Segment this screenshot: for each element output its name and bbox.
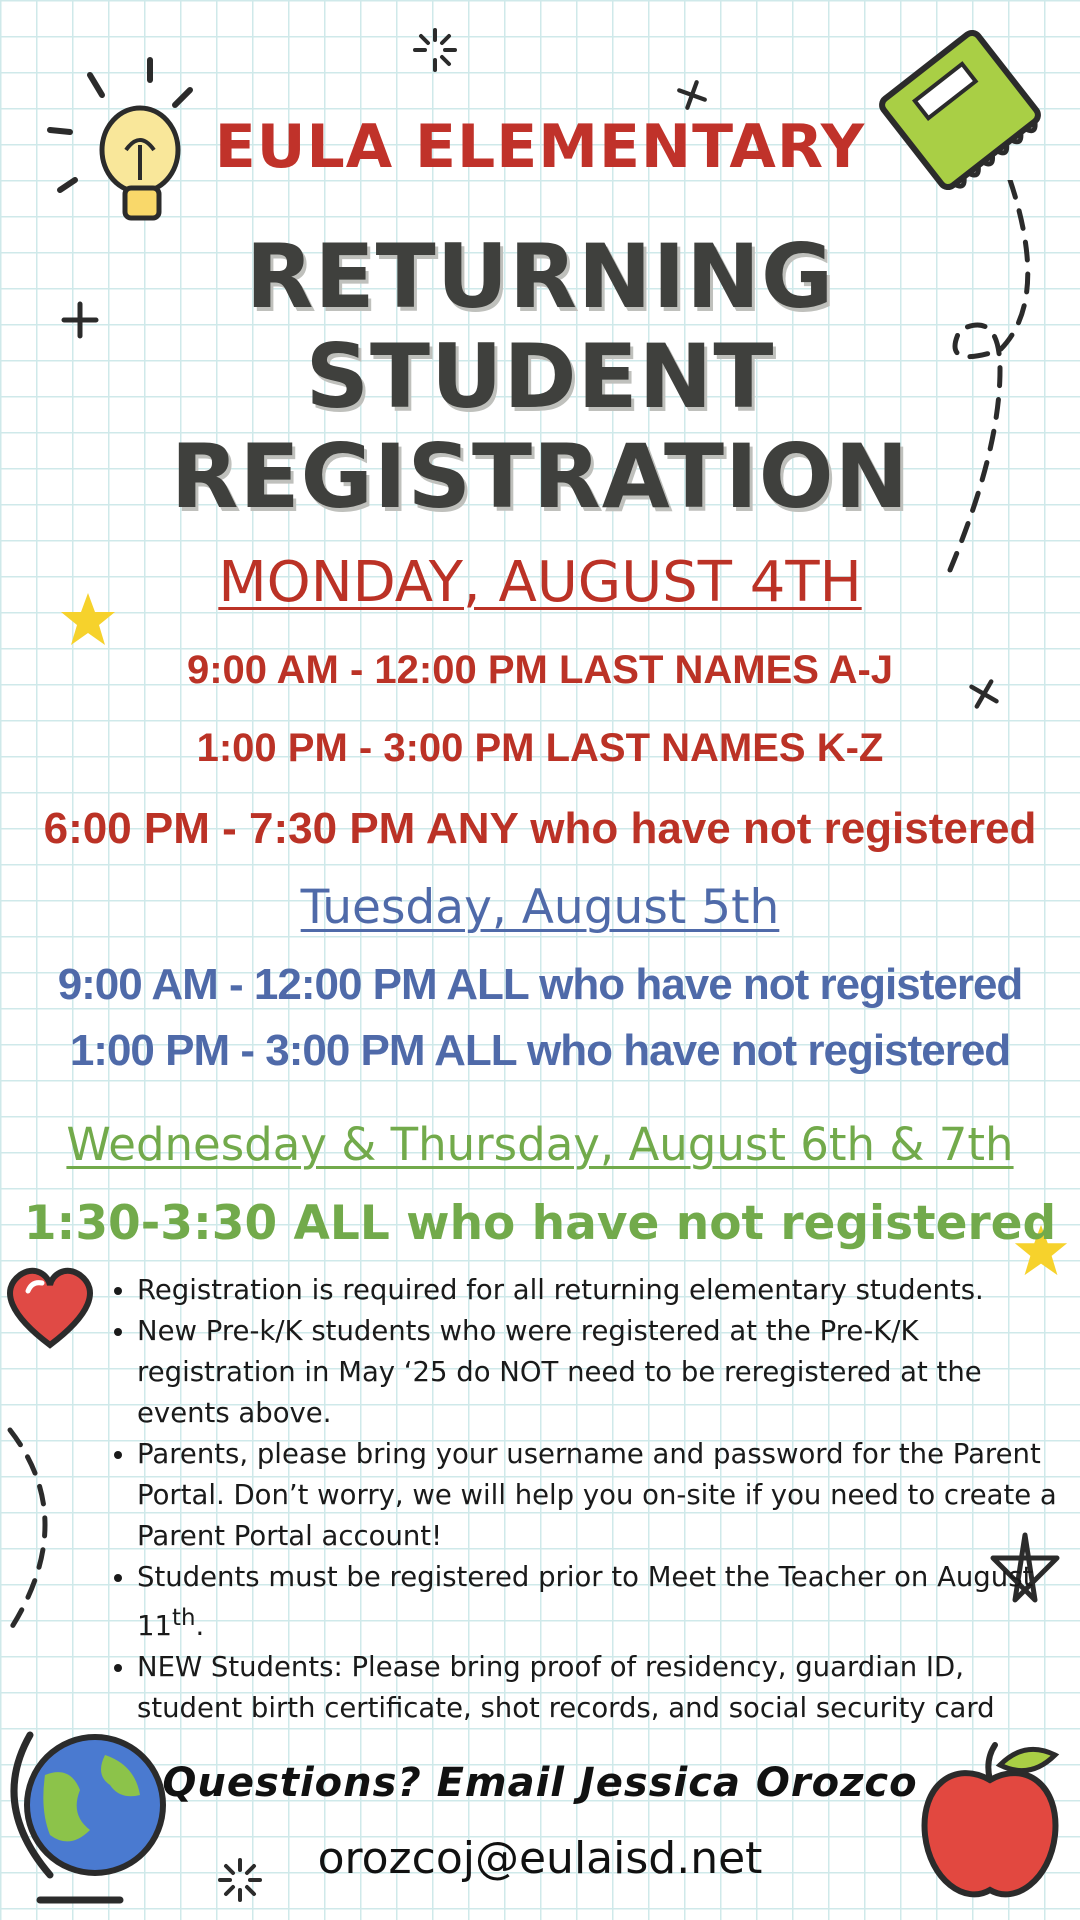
ordinal-suffix: th [172, 1605, 196, 1631]
note-item [137, 1557, 1067, 1647]
dashed-line-decoration [0, 1420, 70, 1640]
tuesday-heading: Tuesday, August 5th [300, 880, 780, 935]
monday-slot-1: 9:00 AM - 12:00 PM LAST NAMES A-J [186, 648, 894, 692]
note-item: • Registration is required for all returning elementary students. [137, 1270, 1067, 1311]
wed-thu-slot-1: 1:30-3:30 ALL who have not registered [23, 1196, 1057, 1251]
note-text: Students must be registered prior to Meet the Teacher on August 11 [137, 1561, 1034, 1643]
title-line-3: REGISTRATION [170, 425, 910, 528]
monday-heading: MONDAY, AUGUST 4TH [218, 550, 862, 615]
sparkle-icon [410, 25, 460, 75]
tuesday-slot-2: 1:00 PM - 3:00 PM ALL who have not registered [69, 1026, 1011, 1075]
monday-slot-2: 1:00 PM - 3:00 PM LAST NAMES K-Z [196, 726, 884, 770]
heart-icon [0, 1255, 100, 1355]
title-line-1: RETURNING [245, 225, 835, 328]
title-line-2: STUDENT [305, 325, 775, 428]
note-item: • Parents, please bring your username and password for the Parent Portal. Don’t worry, we will help you on-site if you need to create a Parent Portal account! [137, 1434, 1067, 1557]
note-period: . [195, 1610, 205, 1643]
monday-slot-3: 6:00 PM - 7:30 PM ANY who have not registered [43, 804, 1037, 853]
notes-list [105, 1270, 1067, 1729]
tuesday-slot-1: 9:00 AM - 12:00 PM ALL who have not registered [57, 960, 1023, 1009]
note-item: • New Pre-k/K students who were registered at the Pre-K/K registration in May ‘25 do NOT need to be reregistered at the events above. [137, 1311, 1067, 1434]
school-name: EULA ELEMENTARY [214, 112, 866, 182]
wed-thu-heading: Wednesday & Thursday, August 6th & 7th [66, 1118, 1014, 1171]
note-item: • NEW Students: Please bring proof of residency, guardian ID, student birth certificate, shot records, and social security card [137, 1647, 1067, 1729]
contact-email[interactable]: orozcoj@eulaisd.net [317, 1833, 763, 1884]
contact-question: Questions? Email Jessica Orozco [162, 1760, 918, 1806]
sparkle-icon [675, 78, 709, 112]
